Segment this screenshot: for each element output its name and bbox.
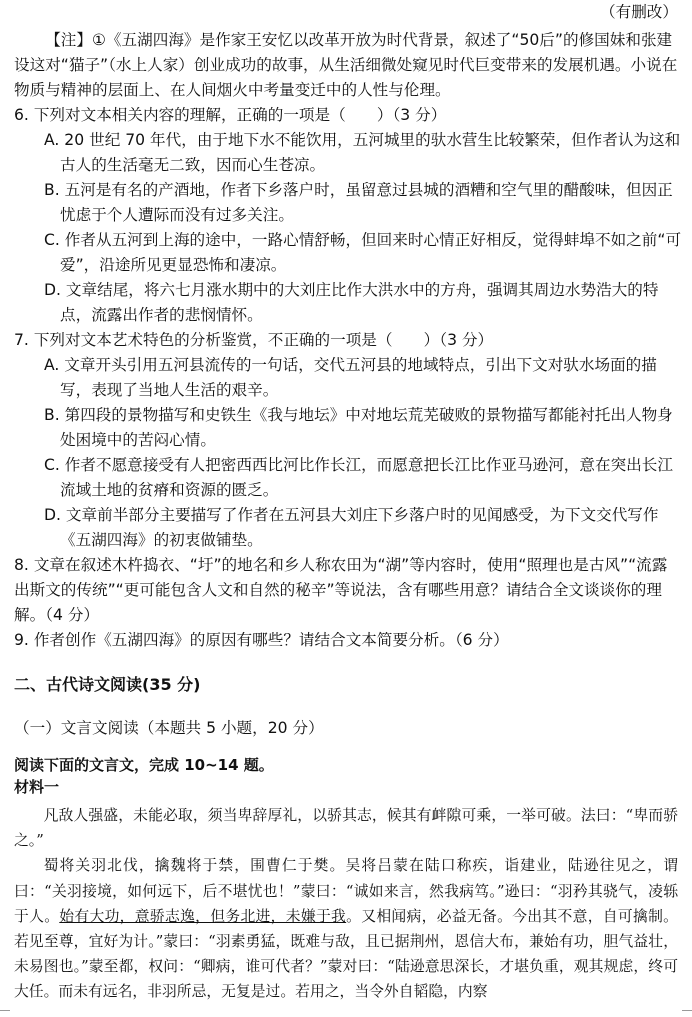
option-b: B. 第四段的景物描写和史铁生《我与地坛》中对地坛荒芜破败的景物描写都能衬托出人物身处困境中的苦闷心情。 xyxy=(44,406,673,449)
question-stem: 7. 下列对文本艺术特色的分析鉴赏，不正确的一项是（ ）（3 分） xyxy=(14,331,494,349)
question-9: 9. 作者创作《五湖四海》的原因有哪些？请结合文本简要分析。（6 分） xyxy=(14,631,509,649)
instruction xyxy=(14,754,274,798)
classical-paragraph-2 xyxy=(14,853,678,1004)
option-d: D. 文章前半部分主要描写了作者在五河县大刘庄下乡落户时的见闻感受，为下文交代写作《五湖四海》的初衷做铺垫。 xyxy=(44,506,659,549)
classical-paragraph-1: 凡敌人强盛，未能必取，须当卑辞厚礼，以骄其志，候其有衅隙可乘，一举可破。法曰：“卑而骄之。” xyxy=(14,807,678,850)
option-c: C. 作者从五河到上海的途中，一路心情舒畅，但回来时心情正好相反，觉得蚌埠不如之前“可爱”，沿途所见更显恐怖和凄凉。 xyxy=(44,231,682,274)
text-segment: 蜀将关羽北伐，擒魏将于禁，围曹仁于樊。吴将吕蒙在陆口称疾，诣建业，陆逊往见之，谓曰：“关羽接境，如何远下，后不堪忧也！”蒙曰：“诚如来言，然我病笃。”逊曰：“羽矜其骁气，凌轹于人。 xyxy=(14,857,678,925)
option-c: C. 作者不愿意接受有人把密西西比河比作长江，而愿意把长江比作亚马逊河，意在突出长江流域土地的贫瘠和资源的匮乏。 xyxy=(44,456,673,499)
subsection-heading: （一）文言文阅读（本题共 5 小题，20 分） xyxy=(14,719,324,737)
question-8: 8. 文章在叙述木杵捣衣、“圩”的地名和乡人称农田为“湖”等内容时，使用“照理也是古风”“流露出斯文的传统”“更可能包含人文和自然的秘辛”等说法，含有哪些用意？请结合全文谈谈你的理解。（4 分） xyxy=(14,556,668,624)
annotation: 【注】①《五湖四海》是作家王安忆以改革开放为时代背景，叙述了“50后”的修国妹和张建设这对“猫子”（水上人家）创业成功的故事，从生活细微处窥见时代巨变带来的发展机遇。小说在物质与精神的层面上、在人间烟火中考量变迁中的人性与伦理。 xyxy=(14,31,678,99)
option-a: A. 20 世纪 70 年代，由于地下水不能饮用，五河城里的驮水营生比较繁荣，但作者认为这和古人的生活毫无二致，因而心生苍凉。 xyxy=(44,131,681,174)
underlined-sentence: 始有大功，意骄志逸，但务北进，未嫌于我 xyxy=(59,907,347,925)
section-heading: 二、古代诗文阅读(35 分) xyxy=(14,675,201,694)
option-a: A. 文章开头引用五河县流传的一句话，交代五河县的地域特点，引出下文对驮水场面的描写，表现了当地人生活的艰辛。 xyxy=(44,356,657,399)
option-d: D. 文章结尾，将六七月涨水期中的大刘庄比作大洪水中的方舟，强调其周边水势浩大的特点，流露出作者的悲悯情怀。 xyxy=(44,281,659,324)
classical-text xyxy=(14,803,678,1005)
question-stem: 6. 下列对文本相关内容的理解，正确的一项是（ ）（3 分） xyxy=(14,106,447,124)
reading-questions xyxy=(14,28,682,653)
instruction-text: 阅读下面的文言文，完成 10~14 题。 xyxy=(14,756,274,774)
question-7 xyxy=(14,328,682,553)
text-segment: 。又相闻病，必益无备。今出其不意，自可擒制。若见至尊，宜好为计。”蒙曰：“羽素勇猛，既难与敌，且已据荆州，恩信大布，兼始有功，胆气益壮，未易图也。”蒙至都，权问：“卿病，谁可代者？”蒙对曰：“陆逊意思深长，才堪负重，观其规虑，终可大任。而未有远名，非羽所忌，无复是过。若用之，当令外自韬隐，内察 xyxy=(14,907,678,1001)
question-6 xyxy=(14,103,682,328)
material-label: 材料一 xyxy=(14,778,60,796)
option-b: B. 五河是有名的产酒地，作者下乡落户时，虽留意过县城的酒糟和空气里的醋酸味，但因正忧虑于个人遭际而没有过多关注。 xyxy=(44,181,673,224)
page-edge-marks xyxy=(0,1010,692,1011)
source-note: （有删改） xyxy=(600,3,678,21)
